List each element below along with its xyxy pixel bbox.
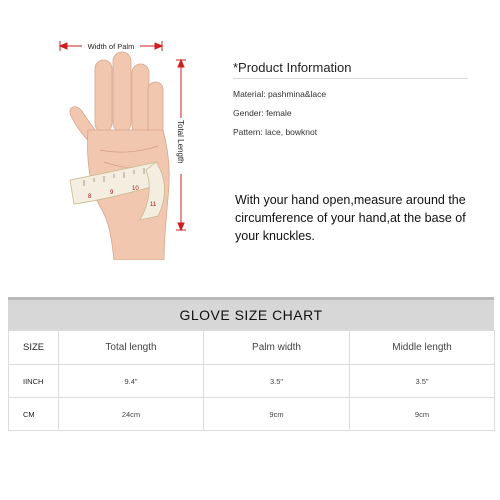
hand-illustration xyxy=(40,30,220,260)
cell-middle-length-inch: 3.5" xyxy=(350,365,495,398)
header-size: SIZE xyxy=(9,331,59,365)
glove-size-chart xyxy=(8,297,494,431)
size-chart-header-row xyxy=(9,331,495,365)
cell-palm-width-inch: 3.5" xyxy=(204,365,350,398)
tape-mark-11: 11 xyxy=(150,202,157,208)
product-info-divider xyxy=(233,78,468,79)
cell-total-length-inch: 9.4" xyxy=(59,365,204,398)
gender-spec: Gender: female xyxy=(233,108,292,118)
tape-mark-8: 8 xyxy=(88,194,92,200)
hand-icon xyxy=(70,52,169,260)
palm-width-label: Width of Palm xyxy=(87,42,135,51)
size-chart-title: GLOVE SIZE CHART xyxy=(8,297,494,330)
header-total-length: Total length xyxy=(59,331,204,365)
tape-mark-10: 10 xyxy=(132,186,139,192)
measurement-instructions: With your hand open,measure around the circumference of your hand,at the base of your knuckles. xyxy=(235,193,466,243)
cell-palm-width-cm: 9cm xyxy=(204,398,350,431)
total-length-label: Total Length xyxy=(176,120,185,164)
material-spec: Material: pashmina&lace xyxy=(233,89,327,99)
tape-mark-9: 9 xyxy=(110,190,114,196)
row-label-inch: IINCH xyxy=(9,365,59,398)
cell-total-length-cm: 24cm xyxy=(59,398,204,431)
table-row xyxy=(9,365,495,398)
product-info-heading: *Product Information xyxy=(233,60,352,75)
header-palm-width: Palm width xyxy=(204,331,350,365)
header-middle-length: Middle length xyxy=(350,331,495,365)
table-row xyxy=(9,398,495,431)
row-label-cm: CM xyxy=(9,398,59,431)
size-chart-table xyxy=(8,330,495,431)
hand-measurement-figure xyxy=(40,30,220,260)
cell-middle-length-cm: 9cm xyxy=(350,398,495,431)
pattern-spec: Pattern: lace, bowknot xyxy=(233,127,318,137)
